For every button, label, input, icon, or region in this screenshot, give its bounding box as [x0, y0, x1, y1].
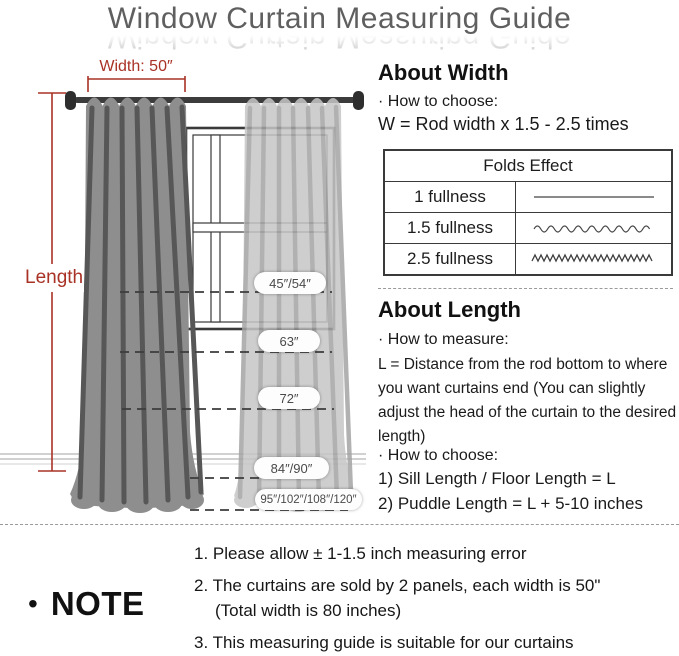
table-row: [385, 212, 671, 243]
folds-table-header: Folds Effect: [483, 156, 573, 175]
fold-wave-line-icon: [515, 213, 671, 243]
bullet-icon: •: [28, 588, 38, 619]
width-formula: W = Rod width x 1.5 - 2.5 times: [378, 114, 629, 134]
width-how-to-choose: · How to choose:: [378, 93, 499, 110]
length-choice-puddle: 2) Puddle Length = L + 5-10 inches: [378, 494, 643, 513]
size-pill: 63″: [258, 330, 320, 352]
fullness-label: 1 fullness: [414, 187, 486, 206]
section-divider: [378, 288, 673, 289]
size-pill: 84″/90″: [254, 457, 329, 479]
folds-effect-table: [383, 149, 673, 276]
length-how-to-choose: · How to choose:: [378, 447, 499, 464]
size-pill: 72″: [258, 387, 320, 409]
size-pill: 95″/102″/108″/120″: [255, 489, 362, 510]
fold-straight-line-icon: [515, 182, 671, 212]
length-choice-sill-floor: 1) Sill Length / Floor Length = L: [378, 469, 616, 488]
page-title: Window Curtain Measuring Guide: [107, 2, 572, 35]
note-heading: NOTE: [50, 585, 145, 622]
about-length-heading: About Length: [378, 297, 521, 322]
note-item-continuation: (Total width is 80 inches): [215, 601, 402, 620]
note-item: 2. The curtains are sold by 2 panels, each width is 50": [194, 576, 601, 595]
sheer-curtain-panel: [234, 98, 357, 512]
note-divider: [0, 524, 679, 525]
fold-zigzag-line-icon: [515, 244, 671, 274]
length-measure-description: L = Distance from the rod bottom to where you want curtains end (You can slightly adjust the head of the curtain to the desired length): [378, 356, 677, 445]
length-measure-label: Length: [24, 264, 84, 292]
length-how-to-measure: · How to measure:: [378, 331, 509, 348]
size-pill: 45″/54″: [254, 272, 326, 294]
fullness-label: 2.5 fullness: [407, 249, 493, 268]
table-row: [385, 181, 671, 212]
left-curtain-panel: [70, 98, 204, 514]
note-label: [28, 585, 144, 623]
note-item: 3. This measuring guide is suitable for our curtains: [194, 633, 574, 652]
about-width-heading: About Width: [378, 60, 509, 85]
table-row: [385, 243, 671, 274]
width-measure-label: Width: 50″: [84, 58, 188, 76]
fullness-label: 1.5 fullness: [407, 218, 493, 237]
note-item: 1. Please allow ± 1-1.5 inch measuring error: [194, 544, 527, 563]
note-list: [194, 541, 664, 655]
